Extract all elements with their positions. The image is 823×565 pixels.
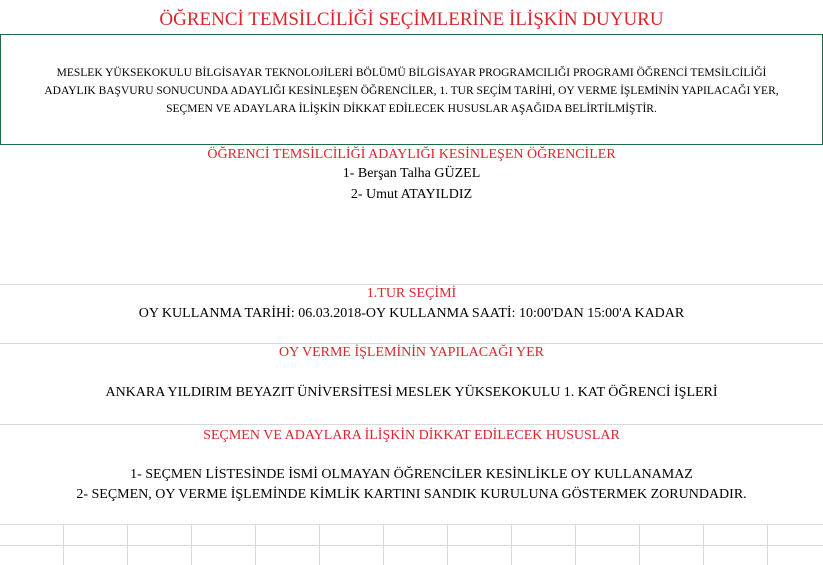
intro-line: SEÇMEN VE ADAYLARA İLİŞKİN DİKKAT EDİLECEK HUSUSLAR AŞAĞIDA BELİRTİLMİŞTİR. (166, 103, 657, 115)
intro-text (11, 64, 812, 118)
round-heading: 1.TUR SEÇİMİ (366, 286, 457, 301)
candidates-cell[interactable] (0, 146, 823, 284)
column-gridline (191, 524, 192, 565)
rules-heading: SEÇMEN VE ADAYLARA İLİŞKİN DİKKAT EDİLECEK HUSUSLAR (203, 428, 620, 443)
location-detail: ANKARA YILDIRIM BEYAZIT ÜNİVERSİTESİ MESLEK YÜKSEKOKULU 1. KAT ÖĞRENCİ İŞLERİ (105, 385, 718, 400)
announcement-title: ÖĞRENCİ TEMSİLCİLİĞİ SEÇİMLERİNE İLİŞKİN DUYURU (159, 9, 664, 30)
candidates-heading: ÖĞRENCİ TEMSİLCİLİĞİ ADAYLIĞI KESİNLEŞEN ÖĞRENCİLER (207, 147, 616, 162)
round-cell[interactable] (0, 285, 823, 343)
title-cell[interactable] (0, 0, 823, 34)
location-cell[interactable] (0, 344, 823, 424)
column-gridline (63, 524, 64, 565)
column-gridline (319, 524, 320, 565)
column-gridline (511, 524, 512, 565)
round-detail: OY KULLANMA TARİHİ: 06.03.2018-OY KULLANMA SAATİ: 10:00'DAN 15:00'A KADAR (138, 306, 685, 321)
intro-line: MESLEK YÜKSEKOKULU BİLGİSAYAR TEKNOLOJİLERİ BÖLÜMÜ BİLGİSAYAR PROGRAMCILIĞI PROGRAMI ÖĞRENCİ TEMSİLCİLİĞİ (56, 67, 767, 79)
row-gridline (0, 524, 823, 525)
candidate-item: 2- Umut ATAYILDIZ (350, 187, 473, 202)
row-gridline (0, 545, 823, 546)
column-gridline (575, 524, 576, 565)
column-gridline (383, 524, 384, 565)
column-gridline (639, 524, 640, 565)
column-gridline (255, 524, 256, 565)
rules-cell[interactable] (0, 425, 823, 524)
column-gridline (127, 524, 128, 565)
column-gridline (703, 524, 704, 565)
candidate-item: 1- Berşan Talha GÜZEL (342, 166, 481, 181)
column-gridline (447, 524, 448, 565)
intro-line: ADAYLIK BAŞVURU SONUCUNDA ADAYLIĞI KESİNLEŞEN ÖĞRENCİLER, 1. TUR SEÇİM TARİHİ, OY VERME İŞLEMİNİN YAPILACAĞI YER, (44, 85, 779, 97)
rule-item: 1- SEÇMEN LİSTESİNDE İSMİ OLMAYAN ÖĞRENCİLER KESİNLİKLE OY KULLANAMAZ (130, 467, 693, 482)
intro-cell[interactable] (0, 34, 823, 145)
rule-item: 2- SEÇMEN, OY VERME İŞLEMİNDE KİMLİK KARTINI SANDIK KURULUNA GÖSTERMEK ZORUNDADIR. (76, 487, 747, 502)
column-gridline (767, 524, 768, 565)
location-heading: OY VERME İŞLEMİNİN YAPILACAĞI YER (279, 345, 544, 360)
